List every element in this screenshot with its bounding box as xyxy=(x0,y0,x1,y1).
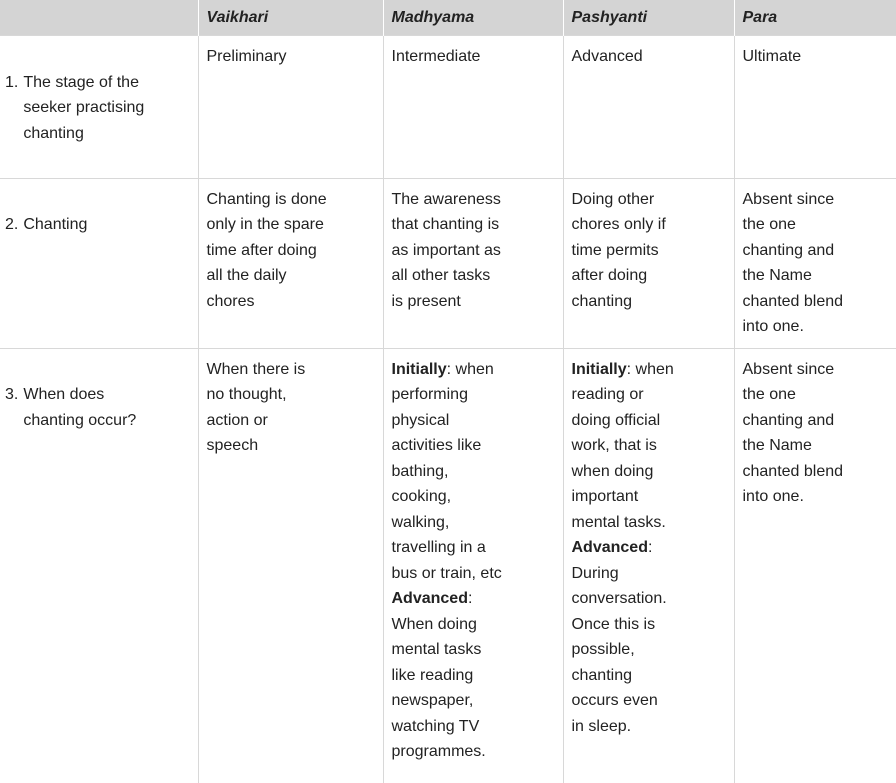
row-number: 3. xyxy=(5,386,19,403)
advanced-label: Advanced xyxy=(571,539,648,556)
row-number: 2. xyxy=(5,216,19,233)
cell-madhyama: The awareness that chanting is as important as all other tasks is present xyxy=(383,178,563,348)
cell-pashyanti: Advanced xyxy=(563,36,734,179)
cell-para: Absent since the one chanting and the Name chanted blend into one. xyxy=(734,348,896,783)
row-label xyxy=(0,36,198,179)
row-label xyxy=(0,178,198,348)
row-label-text: The stage of the seeker practising chanting xyxy=(23,73,145,142)
initially-text: : when performing physical activities like bathing, cooking, walking, travelling in a bus or train, etc xyxy=(391,360,502,582)
cell-madhyama xyxy=(383,348,563,783)
cell-pashyanti: Doing other chores only if time permits after doing chanting xyxy=(563,178,734,348)
row-label-text: When does chanting occur? xyxy=(23,386,137,429)
table-row xyxy=(0,36,896,179)
header-madhyama: Madhyama xyxy=(383,0,563,36)
cell-para: Ultimate xyxy=(734,36,896,179)
header-pashyanti: Pashyanti xyxy=(563,0,734,36)
row-label xyxy=(0,348,198,783)
cell-vaikhari: When there is no thought, action or speech xyxy=(198,348,383,783)
initially-text: : when reading or doing official work, that is when doing important mental tasks. xyxy=(571,360,674,531)
advanced-text: : When doing mental tasks like reading newspaper, watching TV programmes. xyxy=(391,590,486,760)
header-para: Para xyxy=(734,0,896,36)
cell-vaikhari: Preliminary xyxy=(198,36,383,179)
cell-vaikhari: Chanting is done only in the spare time after doing all the daily chores xyxy=(198,178,383,348)
initially-label: Initially xyxy=(571,360,627,378)
cell-para: Absent since the one chanting and the Name chanted blend into one. xyxy=(734,178,896,348)
row-label-text: Chanting xyxy=(23,216,88,233)
header-empty xyxy=(0,0,198,36)
cell-madhyama: Intermediate xyxy=(383,36,563,179)
table-row xyxy=(0,348,896,783)
initially-label: Initially xyxy=(391,360,447,378)
header-row xyxy=(0,0,896,36)
advanced-label: Advanced xyxy=(391,590,468,607)
advanced-text: : During conversation. Once this is possible, chanting occurs even in sleep. xyxy=(571,539,667,735)
table-row xyxy=(0,178,896,348)
cell-pashyanti xyxy=(563,348,734,783)
header-vaikhari: Vaikhari xyxy=(198,0,383,36)
row-number: 1. xyxy=(5,73,19,91)
